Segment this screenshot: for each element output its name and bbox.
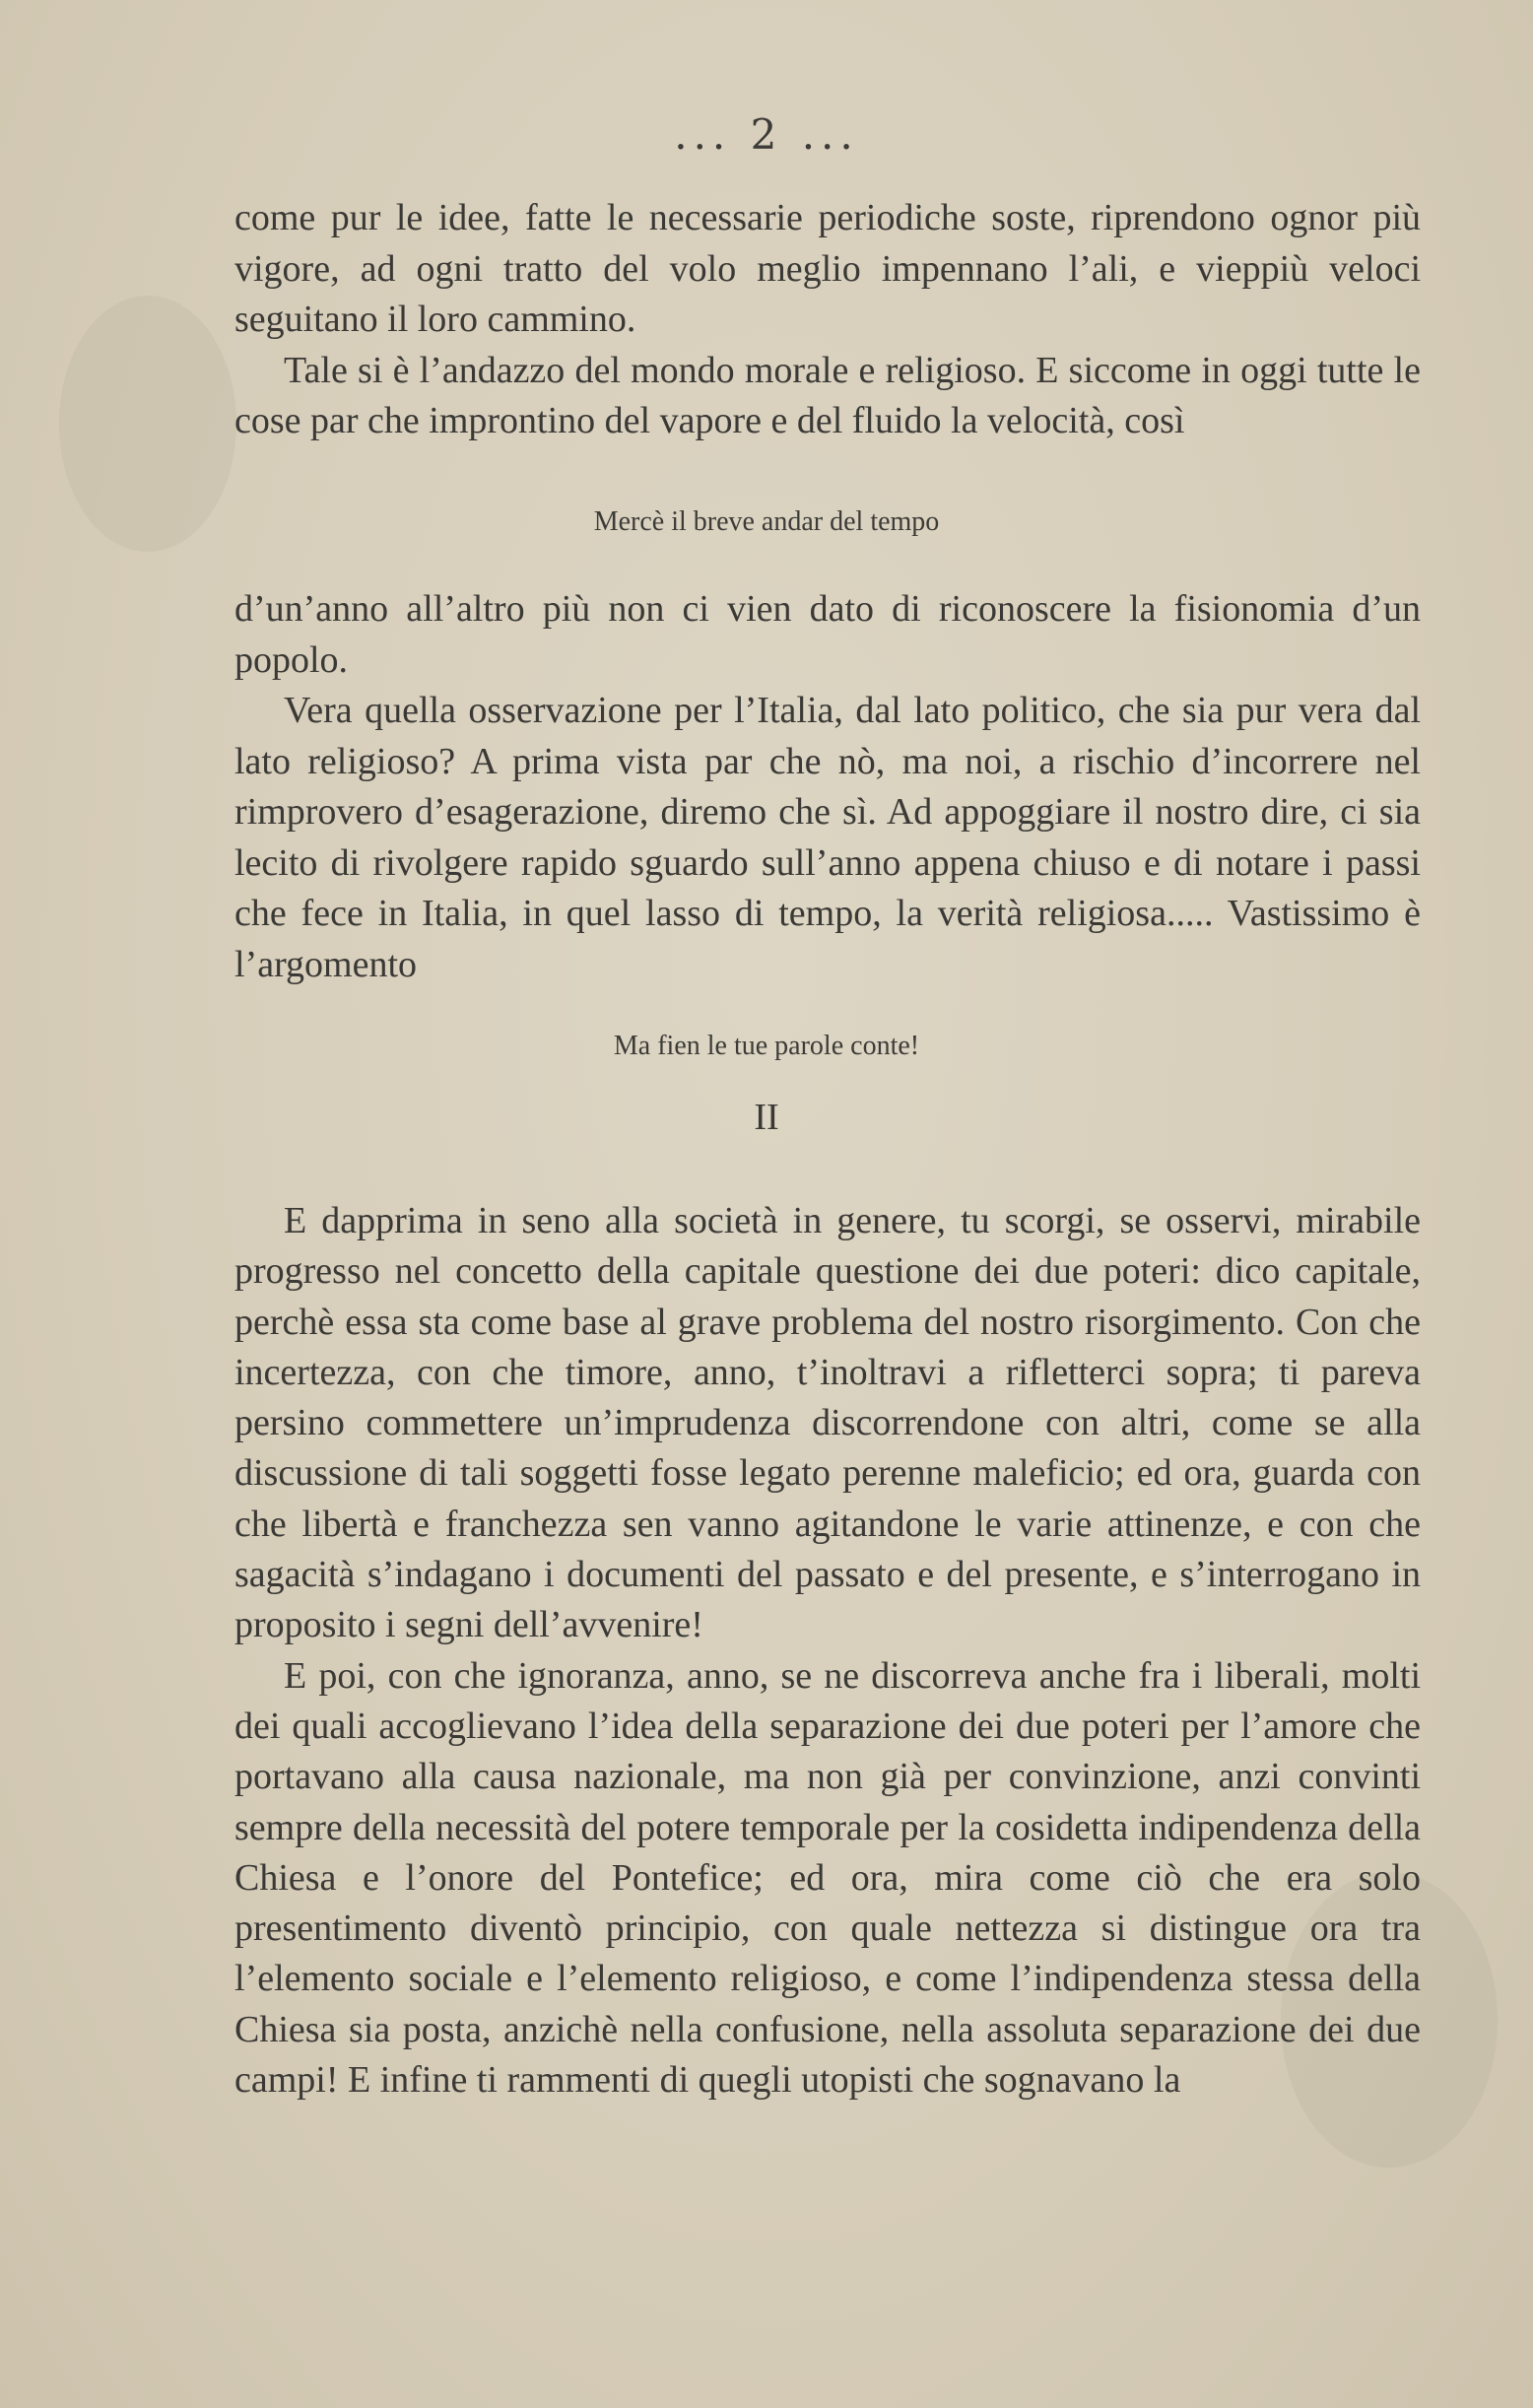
text-block-middle: [234, 584, 1421, 990]
verse-quote: Mercè il breve andar del tempo: [593, 506, 940, 537]
text-block-opening: [234, 193, 1421, 447]
paragraph: Vera quella osservazione per l’Italia, dal lato politico, che sia pur vera dal lato religioso? A prima vista par che nò, ma noi, a rischio d’incorrere nel rimprovero d’esagerazione, diremo che sì. Ad appoggiare il nostro dire, ci sia lecito di rivolgere rapido sguardo sull’anno appena chiuso e di notare i passi che fece in Italia, in quel lasso di tempo, la verità religiosa..... Vastissimo è l’argomento: [234, 690, 1421, 985]
verse-quote: Ma fien le tue parole conte!: [613, 1031, 920, 1061]
paragraph-continuation: come pur le idee, fatte le necessarie periodiche soste, riprendono ognor più vigore, ad ogni tratto del volo meglio impennano l’ali, e vieppiù veloci seguitano il loro cammino.: [234, 197, 1421, 340]
paragraph: E dapprima in seno alla società in genere, tu scorgi, se osservi, mirabile progresso nel concetto della capitale questione dei due poteri: dico capitale, perchè essa sta come base al grave problema del nostro risorgimento. Con che incertezza, con che timore, anno, t’inoltravi a rifletterci sopra; ti pareva persino commettere un’imprudenza discorrendone con altri, come se alla discussione di tali soggetti fosse legato perenne maleficio; ed ora, guarda con che libertà e franchezza sen vanno agitandone le varie attinenze, e con che sagacità s’indagano i documenti del passato e del presente, e s’interrogano in proposito i segni dell’avvenire!: [234, 1200, 1421, 1646]
paragraph-continuation: d’un’anno all’altro più non ci vien dato di riconoscere la fisionomia d’un popolo.: [234, 588, 1421, 681]
paragraph: Tale si è l’andazzo del mondo morale e religioso. E siccome in oggi tutte le cose par che improntino del vapore e del fluido la velocità, così: [234, 349, 1421, 441]
page-number: ... 2 ...: [674, 110, 859, 159]
section-heading: II: [754, 1097, 779, 1138]
paragraph: E poi, con che ignoranza, anno, se ne discorreva anche fra i liberali, molti dei quali accoglievano l’idea della separazione dei due poteri per l’amore che portavano alla causa nazionale, ma non già per convinzione, anzi convinti sempre della necessità del potere temporale per la cosidetta indipendenza della Chiesa e l’onore del Pontefice; ed ora, mira come ciò che era solo presentimento diventò principio, con quale nettezza si distingue ora tra l’elemento sociale e l’elemento religioso, e come l’indipendenza stessa della Chiesa sia posta, anzichè nella confusione, nella assoluta separazione dei due campi! E infine ti rammenti di quegli utopisti che sognavano la: [234, 1654, 1421, 2102]
text-block-section-two: [234, 1196, 1421, 2106]
